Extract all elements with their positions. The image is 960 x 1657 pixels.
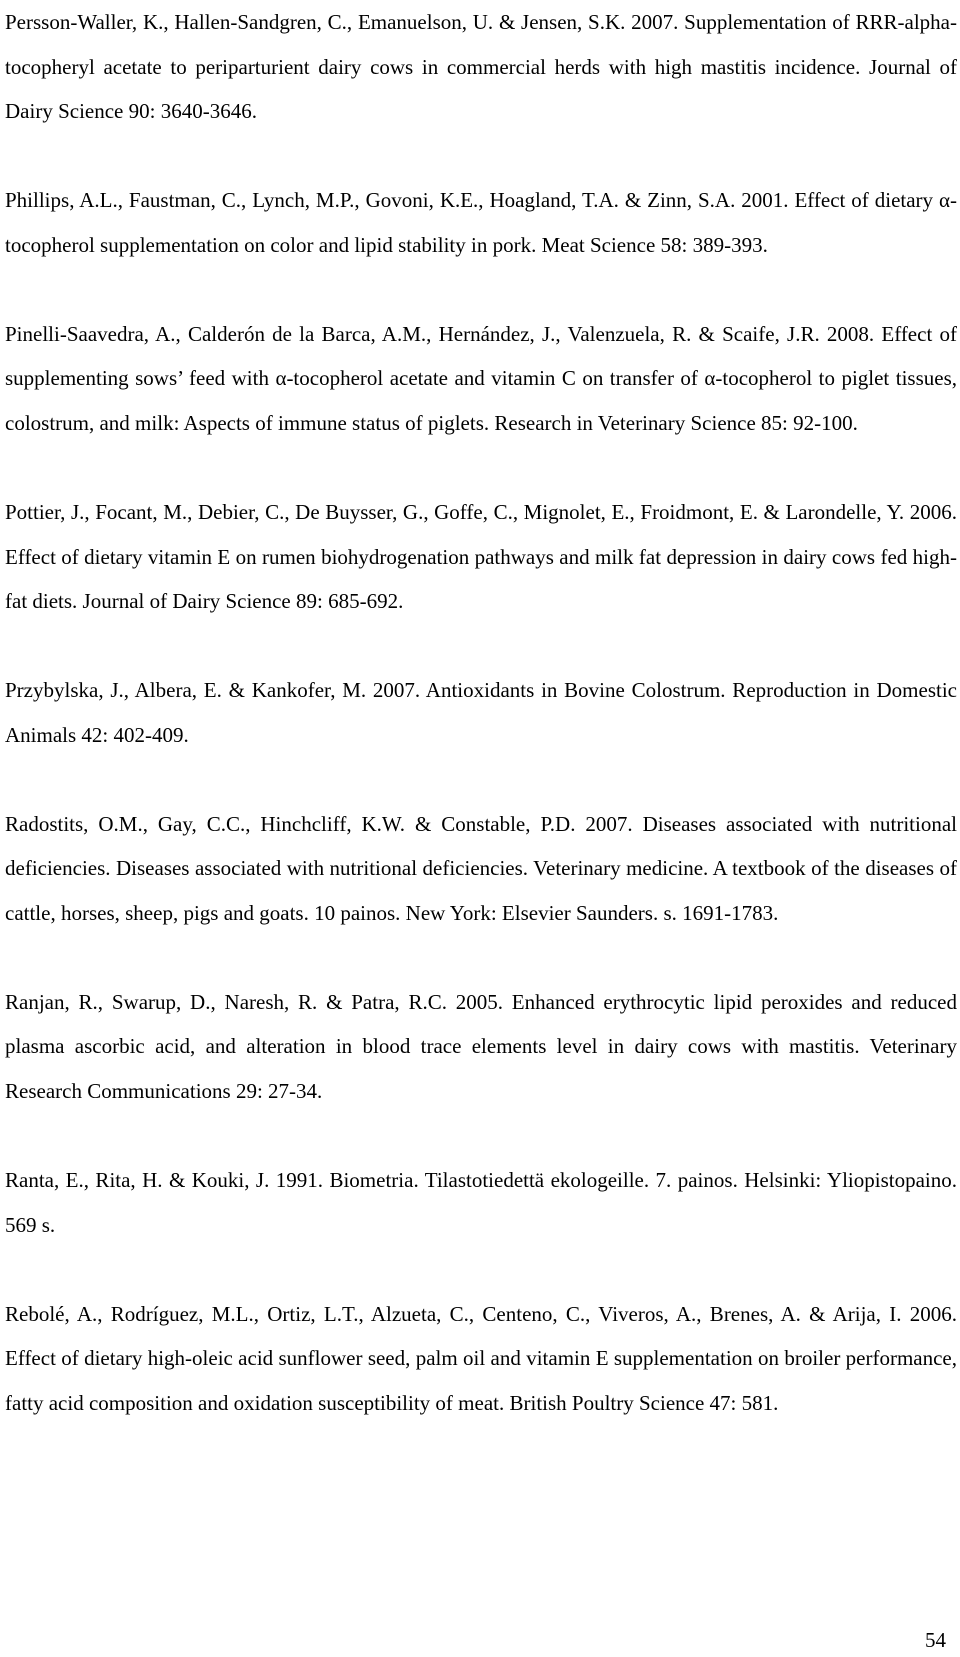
reference-entry: Radostits, O.M., Gay, C.C., Hinchcliff, K.W. & Constable, P.D. 2007. Diseases associated with nutritional deficiencies. Diseases associated with nutritional deficiencies. Veterinary medicine. A textbook of the diseases of cattle, horses, sheep, pigs and goats. 10 painos. New York: Elsevier Saunders. s. 1691-1783.	[5, 811, 957, 925]
reference-entry: Ranjan, R., Swarup, D., Naresh, R. & Patra, R.C. 2005. Enhanced erythrocytic lipid peroxides and reduced plasma ascorbic acid, and alteration in blood trace elements level in dairy cows with mastitis. Veterinary Research Communications 29: 27-34.	[5, 989, 957, 1104]
reference-entry: Pinelli-Saavedra, A., Calderón de la Barca, A.M., Hernández, J., Valenzuela, R. & Scaife, J.R. 2008. Effect of supplementing sows’ feed with α-tocopherol acetate and vitamin C on transfer of α-tocopherol to piglet tissues, colostrum, and milk: Aspects of immune status of piglets. Research in Veterinary Science 85: 92-100.	[5, 321, 957, 435]
reference-entry: Ranta, E., Rita, H. & Kouki, J. 1991. Biometria. Tilastotiedettä ekologeille. 7. painos. Helsinki: Yliopistopaino. 569 s.	[5, 1168, 957, 1237]
reference-list	[5, 0, 957, 1470]
reference-entry: Phillips, A.L., Faustman, C., Lynch, M.P., Govoni, K.E., Hoagland, T.A. & Zinn, S.A. 2001. Effect of dietary α-tocopherol supplementation on color and lipid stability in pork. Meat Science 58: 389-393.	[5, 188, 957, 257]
reference-entry: Persson-Waller, K., Hallen-Sandgren, C., Emanuelson, U. & Jensen, S.K. 2007. Supplementation of RRR-alpha-tocopheryl acetate to periparturient dairy cows in commercial herds with high mastitis incidence. Journal of Dairy Science 90: 3640-3646.	[5, 10, 957, 124]
reference-entry: Pottier, J., Focant, M., Debier, C., De Buysser, G., Goffe, C., Mignolet, E., Froidmont, E. & Larondelle, Y. 2006. Effect of dietary vitamin E on rumen biohydrogenation pathways and milk fat depression in dairy cows fed high-fat diets. Journal of Dairy Science 89: 685-692.	[5, 499, 957, 614]
page-number: 54	[925, 1628, 946, 1652]
reference-entry: Przybylska, J., Albera, E. & Kankofer, M. 2007. Antioxidants in Bovine Colostrum. Reproduction in Domestic Animals 42: 402-409.	[5, 678, 957, 747]
reference-entry: Rebolé, A., Rodríguez, M.L., Ortiz, L.T., Alzueta, C., Centeno, C., Viveros, A., Brenes, A. & Arija, I. 2006. Effect of dietary high-oleic acid sunflower seed, palm oil and vitamin E supplementation on broiler performance, fatty acid composition and oxidation susceptibility of meat. British Poultry Science 47: 581.	[5, 1301, 957, 1415]
